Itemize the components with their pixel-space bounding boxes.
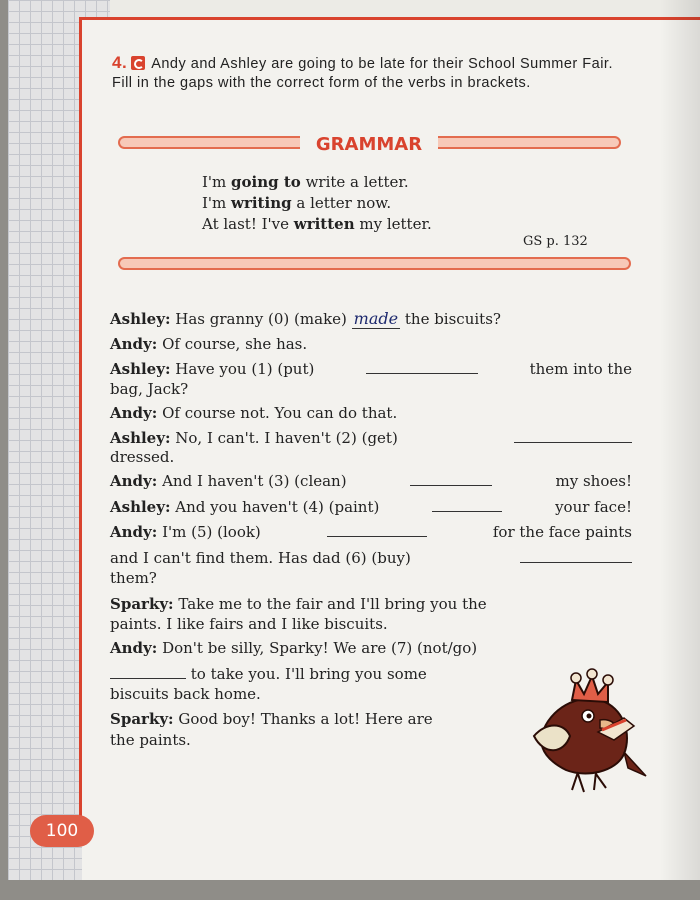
dialogue-line-18: Sparky: Good boy! Thanks a lot! Here are	[110, 710, 433, 728]
answer-blank-1[interactable]	[366, 359, 478, 374]
top-red-line	[79, 17, 700, 20]
task-number: 4.	[112, 53, 128, 72]
answer-blank-7[interactable]	[110, 664, 186, 679]
sparky-parrot-illustration	[528, 664, 650, 796]
speaker: Andy:	[110, 523, 158, 541]
speaker: Andy:	[110, 404, 158, 422]
dialogue-line-9: Ashley: And you haven't (4) (paint) your face!	[110, 498, 632, 516]
speaker: Ashley:	[110, 429, 171, 447]
grammar-reference: GS p. 132	[523, 234, 588, 249]
speaker: Andy:	[110, 335, 158, 353]
answer-blank-3[interactable]	[410, 471, 492, 486]
grammar-example-2: I'm writing a letter now.	[202, 194, 392, 212]
dialogue-line-17: biscuits back home.	[110, 685, 261, 703]
dialogue-line-15: Andy: Don't be silly, Sparky! We are (7) (not/go)	[110, 639, 478, 657]
dialogue-line-11: and I can't find them. Has dad (6) (buy)	[110, 548, 632, 568]
dialogue-line-5: Andy: Of course not. You can do that.	[110, 404, 398, 422]
task-text: Andy and Ashley are going to be late for their School Summer Fair. Fill in the gaps with the correct form of the verbs in brackets.	[112, 56, 613, 91]
speaker: Ashley:	[110, 360, 171, 378]
dialogue-line-10: Andy: I'm (5) (look) for the face paints	[110, 523, 632, 541]
answer-blank-6[interactable]	[520, 548, 632, 563]
speaker: Ashley:	[110, 498, 171, 516]
dialogue-line-3: Ashley: Have you (1) (put) them into the	[110, 360, 632, 378]
dialogue-line-19: the paints.	[110, 731, 191, 749]
dialogue-line-14: paints. I like fairs and I like biscuits.	[110, 615, 388, 633]
grammar-example-1: I'm going to write a letter.	[202, 173, 409, 191]
grammar-title: GRAMMAR	[300, 132, 438, 158]
dialogue-line-4: bag, Jack?	[110, 380, 189, 398]
dialogue-line-1: Ashley: Has granny (0) (make) made the biscuits?	[110, 309, 501, 328]
answer-blank-2[interactable]	[514, 428, 632, 443]
answer-blank-4[interactable]	[432, 497, 502, 512]
answer-blank-5[interactable]	[327, 522, 427, 537]
dialogue-line-7: dressed.	[110, 448, 175, 466]
task-instruction	[112, 53, 634, 93]
page-number: 100	[30, 815, 94, 847]
dialogue-line-16: to take you. I'll bring you some	[110, 664, 520, 684]
speaker: Andy:	[110, 472, 158, 490]
grammar-bottom-bar	[118, 257, 631, 270]
page-fold-shadow	[660, 0, 700, 880]
speaker: Andy:	[110, 639, 158, 657]
cd-audio-icon	[131, 56, 145, 70]
grammar-example-3: At last! I've written my letter.	[202, 215, 432, 233]
example-answer: made	[353, 309, 399, 328]
speaker: Sparky:	[110, 595, 174, 613]
speaker: Ashley:	[110, 310, 171, 328]
dialogue-line-13: Sparky: Take me to the fair and I'll bring you the	[110, 595, 487, 613]
speaker: Sparky:	[110, 710, 174, 728]
dialogue-line-2: Andy: Of course, she has.	[110, 335, 308, 353]
dialogue-line-8: Andy: And I haven't (3) (clean) my shoes!	[110, 472, 632, 490]
dialogue-line-6: Ashley: No, I can't. I haven't (2) (get)	[110, 428, 632, 448]
dialogue-line-12: them?	[110, 569, 157, 587]
left-red-line	[79, 18, 82, 830]
